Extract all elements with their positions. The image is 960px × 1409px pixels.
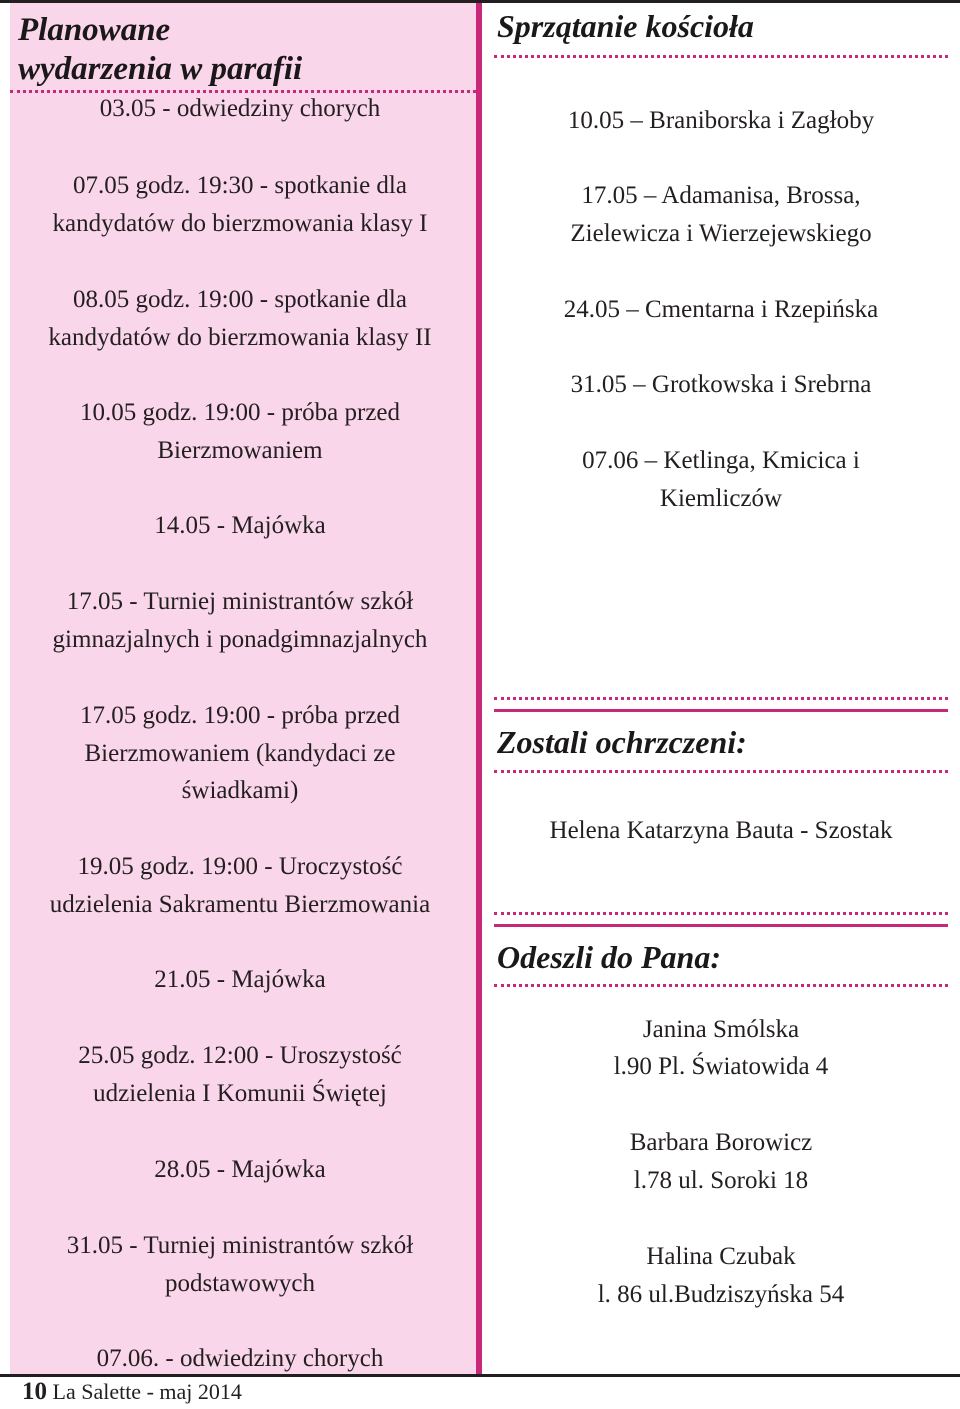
bottom-rule: [0, 1374, 960, 1377]
cleaning-item: 31.05 – Grotkowska i Srebrna: [570, 371, 872, 398]
deceased-dotted-divider-top: [494, 912, 948, 915]
page-footer: [22, 1378, 242, 1406]
cleaning-item: 10.05 – Braniborska i Zagłoby: [567, 107, 875, 134]
event-item: 07.05 godz. 19:30 - spotkanie dla kandydatów do bierzmowania klasy I: [52, 172, 428, 237]
cleaning-dotted-divider: [494, 55, 948, 58]
deceased-solid-divider: [494, 924, 948, 927]
deceased-heading: Odeszli do Pana:: [497, 939, 721, 975]
event-item: 03.05 - odwiedziny chorych: [99, 95, 381, 122]
event-item: 08.05 godz. 19:00 - spotkanie dla kandydatów do bierzmowania klasy II: [48, 286, 432, 351]
deceased-detail: l.78 ul. Soroki 18: [633, 1167, 809, 1194]
baptized-dotted-divider-bottom: [494, 770, 948, 773]
planned-events-panel: [10, 3, 482, 1374]
event-item: 25.05 godz. 12:00 - Uroszystość udzielenia I Komunii Świętej: [78, 1042, 402, 1107]
event-item: 17.05 - Turniej ministrantów szkół gimnazjalnych i ponadgimnazjalnych: [52, 588, 428, 653]
event-item: 10.05 godz. 19:00 - próba przed Bierzmowaniem: [79, 399, 401, 464]
baptized-solid-divider: [494, 709, 948, 712]
deceased-detail: l. 86 ul.Budziszyńska 54: [597, 1281, 845, 1308]
publication-name: La Salette - maj 2014: [52, 1379, 242, 1404]
cleaning-item: 07.06 – Ketlinga, Kmicica i Kiemliczów: [582, 447, 860, 512]
event-item: 17.05 godz. 19:00 - próba przed Bierzmowaniem (kandydaci ze świadkami): [79, 702, 401, 804]
deceased-name: Janina Smólska: [642, 1016, 800, 1043]
page-number: 10: [22, 1378, 47, 1405]
event-item: 31.05 - Turniej ministrantów szkół podstawowych: [66, 1232, 414, 1297]
baptized-name: Helena Katarzyna Bauta - Szostak: [549, 817, 893, 844]
event-item: 28.05 - Majówka: [154, 1156, 326, 1183]
deceased-dotted-divider-bottom: [494, 984, 948, 987]
cleaning-heading: Sprzątanie kościoła: [497, 8, 754, 44]
event-item: 21.05 - Majówka: [154, 966, 326, 993]
event-item: 19.05 godz. 19:00 - Uroczystość udzielenia Sakramentu Bierzmowania: [49, 853, 431, 918]
cleaning-item: 24.05 – Cmentarna i Rzepińska: [563, 296, 879, 323]
planned-events-heading: Planowane wydarzenia w parafii: [18, 12, 303, 87]
deceased-name: Halina Czubak: [646, 1243, 796, 1270]
event-item: 07.06. - odwiedziny chorych: [96, 1345, 384, 1372]
baptized-dotted-divider-top: [494, 697, 948, 700]
event-item: 14.05 - Majówka: [154, 512, 326, 539]
deceased-detail: l.90 Pl. Światowida 4: [613, 1053, 829, 1080]
cleaning-item: 17.05 – Adamanisa, Brossa, Zielewicza i Wierzejewskiego: [570, 182, 872, 247]
baptized-heading: Zostali ochrzczeni:: [497, 724, 747, 760]
deceased-name: Barbara Borowicz: [629, 1129, 813, 1156]
